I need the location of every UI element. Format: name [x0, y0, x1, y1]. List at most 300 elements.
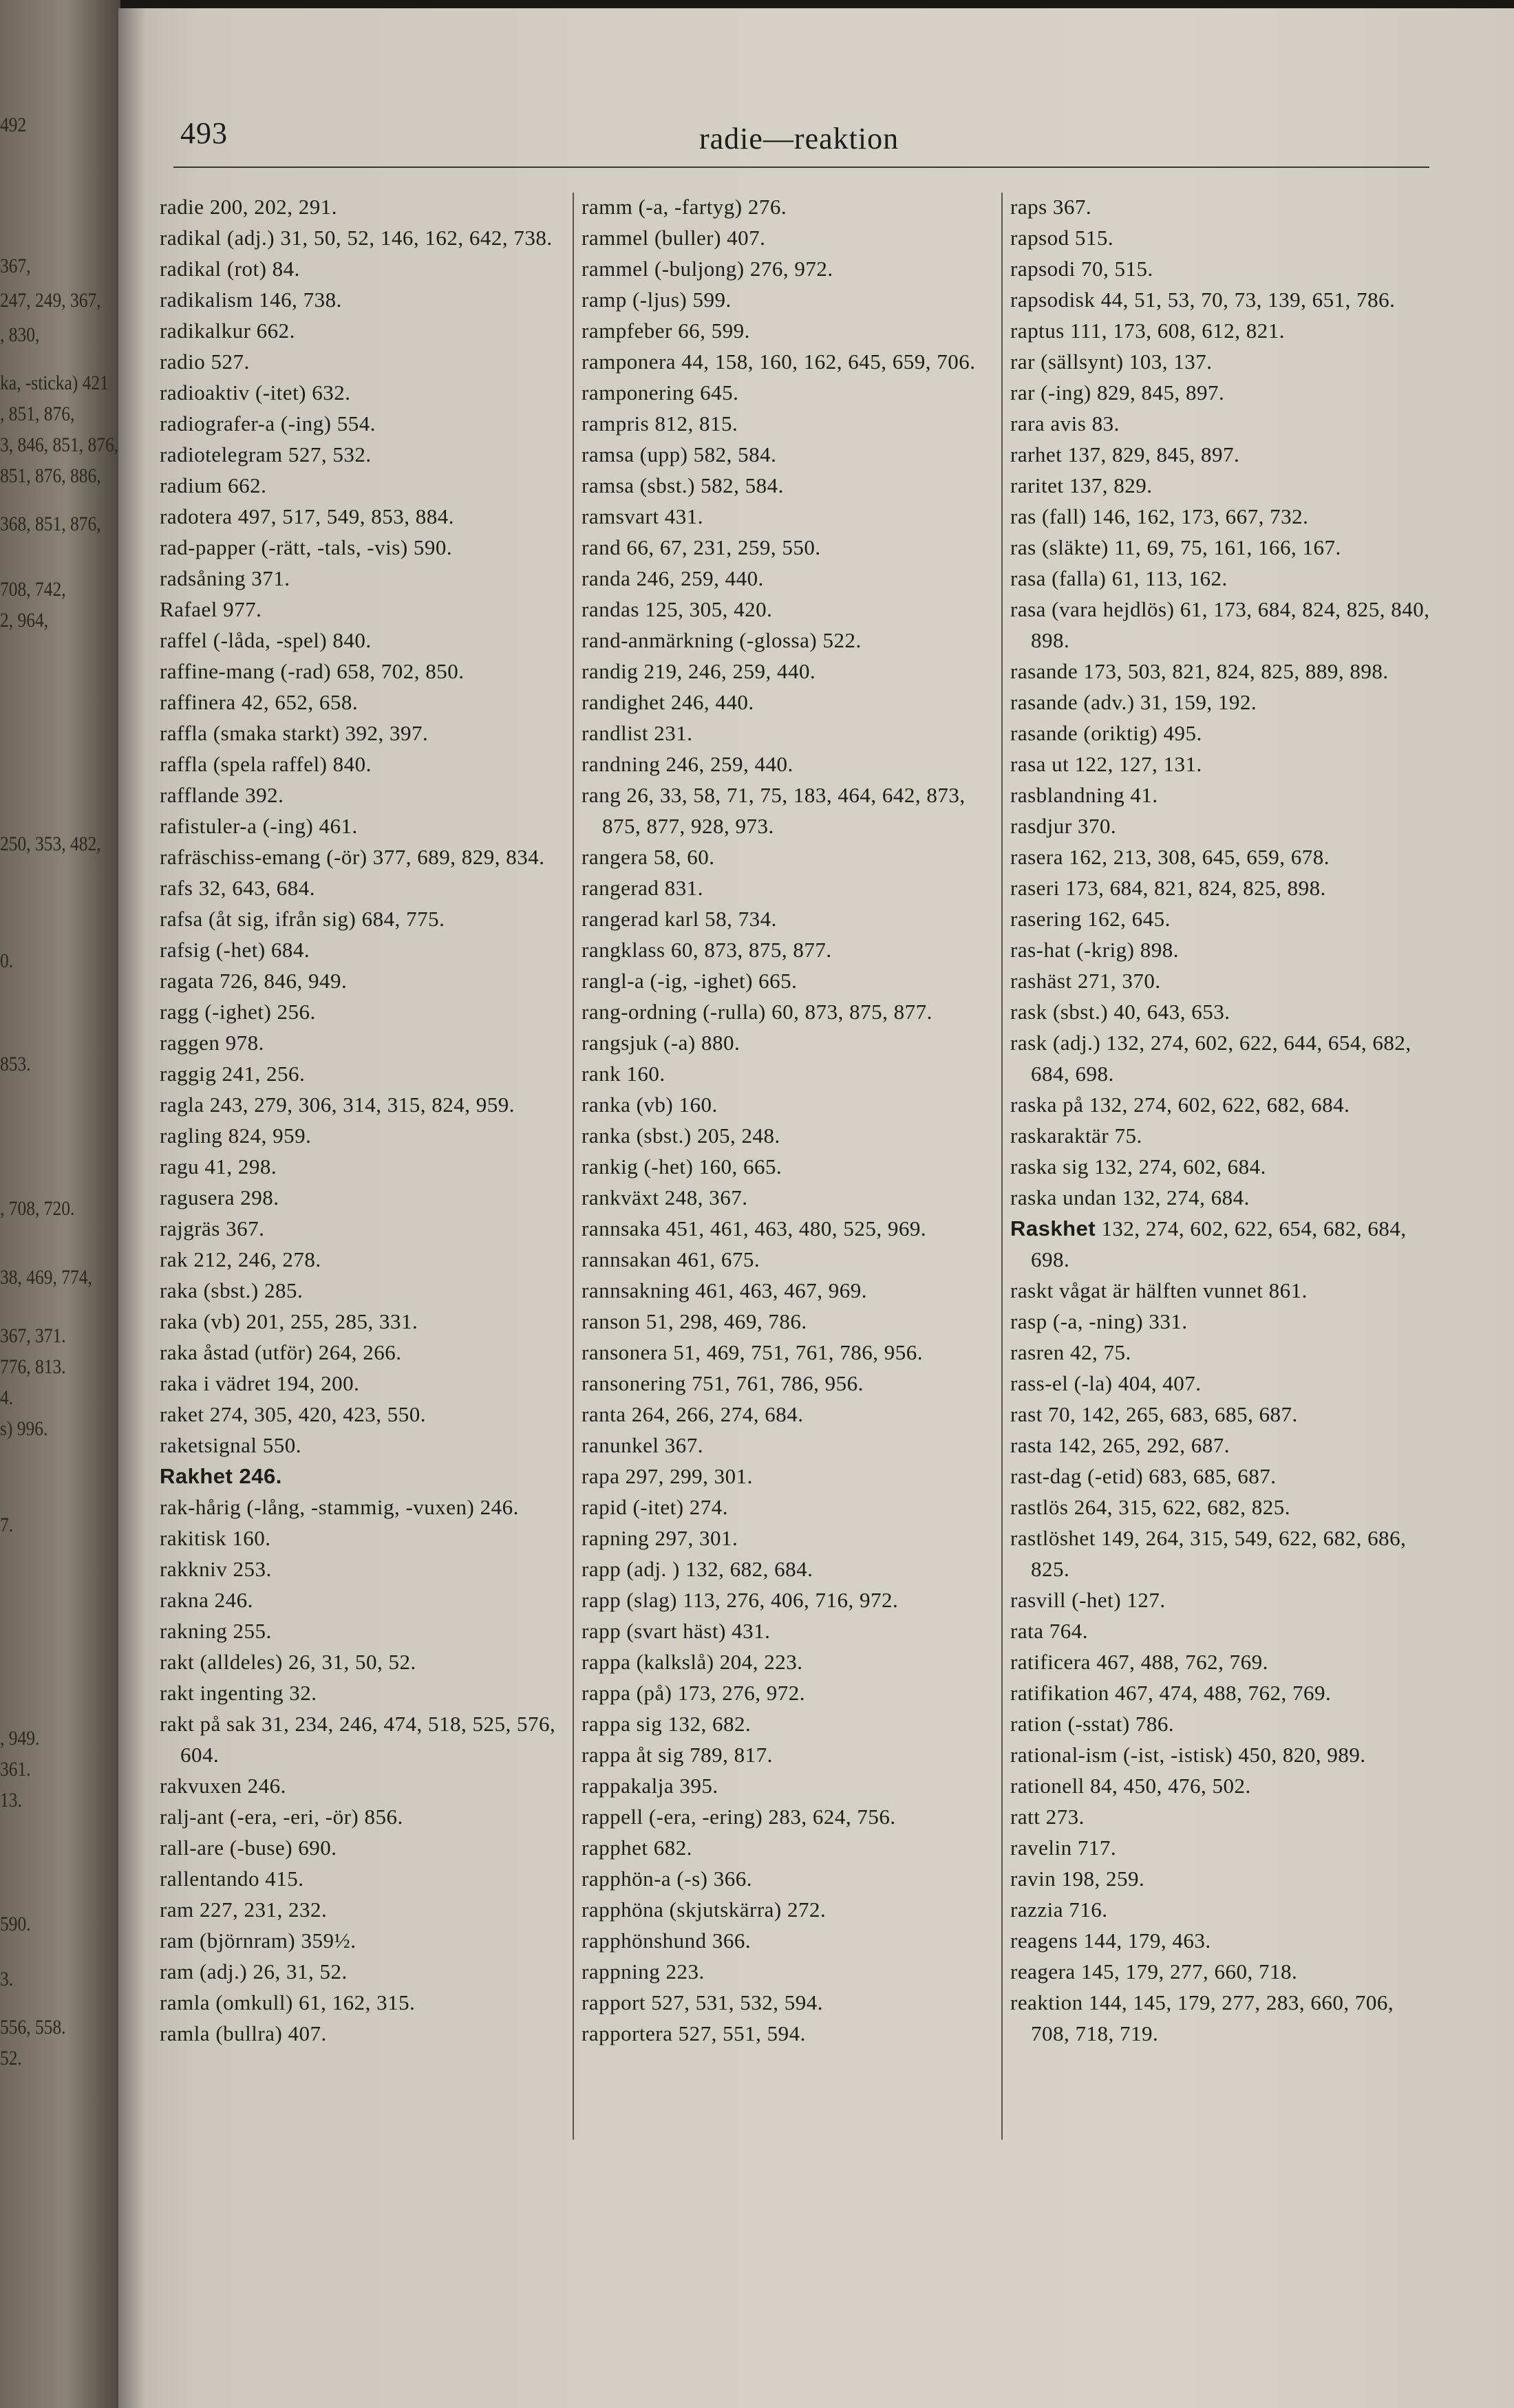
entry-references: 824, 959.: [222, 1124, 312, 1148]
index-entry: [1010, 1306, 1430, 1337]
index-entry: [1010, 1584, 1430, 1615]
entry-word: radotera: [160, 504, 233, 528]
index-entry: [160, 1058, 573, 1089]
entry-references: 83.: [1086, 411, 1120, 436]
index-entry: [1010, 1894, 1430, 1925]
index-entry: [1010, 408, 1430, 439]
entry-references: 246, 259, 440.: [630, 566, 764, 590]
entry-word: rasp: [1010, 1309, 1047, 1333]
index-entry: [160, 1894, 573, 1925]
entry-references: 44, 158, 160, 162, 645, 659, 706.: [676, 350, 976, 374]
index-entry: [160, 1337, 573, 1368]
entry-word: ramponering: [582, 380, 694, 405]
index-entry: [160, 625, 573, 656]
entry-word: raka i vädret: [160, 1371, 271, 1395]
entry-references: 246, 259, 440.: [660, 752, 793, 776]
entry-word: raket: [160, 1402, 204, 1426]
index-entry: [1010, 1708, 1430, 1739]
entry-references: 44, 51, 53, 70, 73, 139, 651, 786.: [1095, 288, 1396, 312]
index-entry: [1010, 1089, 1430, 1120]
index-entry: [582, 1554, 1005, 1584]
entry-references: (-ing) 461.: [257, 814, 358, 838]
previous-page-fragment: 776, 813.: [0, 1355, 66, 1378]
entry-references: (-era, -ering) 283, 624, 756.: [643, 1805, 896, 1829]
entry-word: ranta: [582, 1402, 626, 1426]
entry-references: 645.: [694, 380, 739, 405]
entry-word: rampfeber: [582, 319, 672, 343]
entry-references: 716.: [1063, 1898, 1108, 1922]
index-entry: [1010, 1430, 1430, 1461]
index-entry: [582, 346, 1005, 377]
previous-page-fragment: 0.: [0, 949, 14, 972]
index-entry: [582, 191, 1005, 222]
index-entry: [160, 1832, 573, 1863]
entry-word: rapport: [582, 1990, 646, 2014]
entry-word: raggig: [160, 1062, 217, 1086]
gutter-shadow: [118, 8, 146, 2408]
entry-word: rastlöshet: [1010, 1526, 1096, 1550]
entry-word: rapsodi: [1010, 257, 1076, 281]
entry-word: rappa: [582, 1681, 631, 1705]
index-entry: [1010, 1182, 1430, 1213]
index-entry: [1010, 1801, 1430, 1832]
entry-references: (-la) 404, 407.: [1068, 1371, 1202, 1395]
index-entry: [582, 532, 1005, 563]
entry-word: raritet: [1010, 473, 1064, 497]
entry-references: 253.: [227, 1557, 272, 1581]
entry-word: ramsvart: [582, 504, 659, 528]
entry-word: rak-hårig: [160, 1495, 242, 1519]
index-entry: [160, 749, 573, 780]
entry-word: rastlös: [1010, 1495, 1069, 1519]
entry-references: 51, 469, 751, 761, 786, 956.: [668, 1340, 923, 1364]
entry-references: 366.: [706, 1928, 751, 1953]
entry-references: 497, 517, 549, 853, 884.: [232, 504, 455, 528]
entry-references: 977.: [217, 597, 262, 621]
entry-references: 243, 279, 306, 314, 315, 824, 959.: [204, 1093, 515, 1117]
previous-page-fragment: 250, 353, 482,: [0, 832, 101, 855]
entry-word: ragata: [160, 969, 214, 993]
entry-references: 200, 202, 291.: [204, 195, 337, 219]
entry-word: rannsakan: [582, 1247, 672, 1271]
entry-word: rappa åt sig: [582, 1743, 684, 1767]
entry-references: 144, 145, 179, 277, 283, 660, 706, 708, 718, 719.: [1031, 1990, 1394, 2045]
index-entry: [1010, 810, 1430, 841]
entry-references: 212, 246, 278.: [188, 1247, 321, 1271]
entry-references: 527, 551, 594.: [672, 2021, 806, 2045]
entry-word: radio: [160, 350, 206, 374]
entry-references: 162, 213, 308, 645, 659, 678.: [1063, 845, 1330, 869]
entry-references: 145, 179, 277, 660, 718.: [1075, 1959, 1298, 1984]
entry-references: (kalkslå) 204, 223.: [630, 1650, 803, 1674]
previous-page-fragment: 367,: [0, 255, 31, 277]
previous-page-fragment: 38, 469, 774,: [0, 1266, 92, 1289]
entry-word: radioaktiv: [160, 380, 250, 405]
entry-word: ranka: [582, 1093, 631, 1117]
entry-references: (-s) 366.: [671, 1867, 752, 1891]
entry-references: 32.: [284, 1681, 317, 1705]
entry-references: 246.: [242, 1774, 286, 1798]
entry-references: 246.: [209, 1588, 253, 1612]
previous-page-fragment: , 851, 876,: [0, 402, 75, 425]
index-entry: [582, 1089, 1005, 1120]
entry-references: 241, 256.: [216, 1062, 306, 1086]
entry-references: 198, 259.: [1056, 1867, 1145, 1891]
index-entry: [1010, 563, 1430, 594]
entry-word: rasera: [1010, 845, 1063, 869]
index-entry: [160, 501, 573, 532]
index-entry: [160, 315, 573, 346]
entry-word: rampris: [582, 411, 650, 436]
index-entry: [160, 1275, 573, 1306]
index-entry: [160, 377, 573, 408]
entry-references: (vb) 201, 255, 285, 331.: [198, 1309, 418, 1333]
entry-references: 132, 274, 602, 622, 682, 684.: [1083, 1093, 1350, 1117]
index-entry: [160, 1708, 573, 1770]
entry-references: (utför) 264, 266.: [248, 1340, 402, 1364]
entry-word: ranson: [582, 1309, 641, 1333]
index-entry: [160, 1584, 573, 1615]
entry-word: ramla: [160, 1990, 211, 2014]
entry-word: rasa: [1010, 597, 1046, 621]
entry-references: 370.: [1071, 814, 1117, 838]
entry-references: 246, 440.: [665, 690, 754, 714]
entry-references: 32, 643, 684.: [193, 876, 315, 900]
entry-word: ramm: [582, 195, 633, 219]
index-entry: [160, 1399, 573, 1430]
entry-word: rasta: [1010, 1433, 1053, 1457]
entry-references: (-itet) 632.: [249, 380, 351, 405]
entry-word: raffine-mang: [160, 659, 275, 683]
index-entry: [160, 841, 573, 872]
entry-references: (smaka starkt) 392, 397.: [207, 721, 429, 745]
index-entry: [160, 1615, 573, 1646]
entry-word: ravin: [1010, 1867, 1056, 1891]
index-entry: [582, 1120, 1005, 1151]
entry-references: (omkull) 61, 162, 315.: [210, 1990, 416, 2014]
entry-word: raggen: [160, 1031, 220, 1055]
index-entry: [1010, 1739, 1430, 1770]
entry-word: rationell: [1010, 1774, 1085, 1798]
index-entry: [582, 1151, 1005, 1182]
index-entry: [160, 1554, 573, 1584]
index-entry: [582, 439, 1005, 470]
entry-word: rakna: [160, 1588, 209, 1612]
entry-references: (-a, -fartyg) 276.: [632, 195, 787, 219]
index-entry: [1010, 687, 1430, 718]
entry-references: (-a, -ning) 331.: [1047, 1309, 1188, 1333]
entry-references: (-itet) 274.: [627, 1495, 729, 1519]
index-entry: [160, 408, 573, 439]
entry-references: 812, 815.: [649, 411, 738, 436]
entry-references: 550.: [257, 1433, 302, 1457]
previous-page-fragment: 361.: [0, 1758, 31, 1781]
entry-word: raseri: [1010, 876, 1060, 900]
entry-references: 223.: [660, 1959, 705, 1984]
entry-references: (adj. ) 132, 682, 684.: [621, 1557, 813, 1581]
index-entry: [160, 532, 573, 563]
index-entry: [1010, 377, 1430, 408]
entry-word: rar: [1010, 350, 1035, 374]
entry-references: 111, 173, 608, 612, 821.: [1064, 319, 1285, 343]
index-column-3: [1010, 191, 1430, 2049]
entry-word: radiotelegram: [160, 442, 283, 466]
entry-references: (-era, -eri, -ör) 856.: [224, 1805, 403, 1829]
entry-word: randas: [582, 597, 639, 621]
entry-word: randlist: [582, 721, 648, 745]
index-entry: [582, 1739, 1005, 1770]
index-entry: [1010, 1213, 1430, 1275]
index-entry: [1010, 1461, 1430, 1492]
previous-page-fragment: 851, 876, 886,: [0, 464, 101, 487]
index-entry: [1010, 315, 1430, 346]
entry-references: 142, 265, 292, 687.: [1052, 1433, 1230, 1457]
previous-page-fragment: 247, 249, 367,: [0, 289, 101, 312]
entry-references: (-het) 160, 665.: [638, 1154, 782, 1179]
entry-references: 297, 301.: [649, 1526, 738, 1550]
index-entry: [582, 1461, 1005, 1492]
previous-page-fragment: ka, -sticka) 421: [0, 372, 109, 394]
entry-word: rask: [1010, 1031, 1047, 1055]
index-entry: [160, 1863, 573, 1894]
entry-references: (adj.) 132, 274, 602, 622, 644, 654, 682, 684, 698.: [1031, 1031, 1411, 1086]
entry-word: rasande: [1010, 721, 1078, 745]
entry-references: (-lång, -stammig, -vuxen) 246.: [241, 1495, 519, 1519]
index-entry: [160, 780, 573, 810]
index-entry: [582, 656, 1005, 687]
index-entry: [582, 1615, 1005, 1646]
entry-references: (-a) 880.: [657, 1031, 740, 1055]
header-rule: [173, 166, 1429, 168]
index-entry: [582, 1368, 1005, 1399]
entry-word: raka: [160, 1278, 198, 1302]
index-entry: [160, 687, 573, 718]
index-entry: [160, 346, 573, 377]
entry-word: rakt: [160, 1650, 195, 1674]
entry-word: rasa: [1010, 566, 1046, 590]
entry-references: (alldeles) 26, 31, 50, 52.: [194, 1650, 416, 1674]
entry-word: ramsa: [582, 442, 635, 466]
entry-references: 789, 817.: [683, 1743, 773, 1767]
entry-word: rang: [582, 783, 621, 807]
entry-references: 58, 734.: [699, 907, 777, 931]
index-entry: [160, 1306, 573, 1337]
entry-references: (skjutskärra) 272.: [663, 1898, 827, 1922]
entry-word: radikalkur: [160, 319, 251, 343]
entry-references: 42, 652, 658.: [235, 690, 359, 714]
entry-references: 137, 829, 845, 897.: [1062, 442, 1240, 466]
entry-references: (upp) 582, 584.: [634, 442, 777, 466]
entry-references: 84, 450, 476, 502.: [1084, 1774, 1251, 1798]
entry-word: rakt på sak: [160, 1712, 256, 1736]
index-entry: [582, 594, 1005, 625]
entry-references: 662.: [222, 473, 267, 497]
entry-references: 227, 231, 232.: [193, 1898, 328, 1922]
entry-references: (-het) 127.: [1066, 1588, 1166, 1612]
entry-references: (björnram) 359½.: [193, 1928, 356, 1953]
entry-references: (vb) 160.: [630, 1093, 718, 1117]
entry-word: rapphöna: [582, 1898, 664, 1922]
index-entry: [1010, 1832, 1430, 1863]
index-entry: [1010, 1399, 1430, 1430]
entry-references: 831.: [659, 876, 703, 900]
entry-word: rata: [1010, 1619, 1044, 1643]
entry-references: (på) 173, 276, 972.: [630, 1681, 805, 1705]
entry-word: rankig: [582, 1154, 639, 1179]
entry-word: rajgräs: [160, 1216, 220, 1240]
index-entry: [160, 1430, 573, 1461]
entry-word: rammel: [582, 257, 649, 281]
previous-page-fragment: , 830,: [0, 323, 40, 346]
entry-word: rad-papper: [160, 535, 256, 559]
index-entry: [1010, 996, 1430, 1027]
entry-word: rannsakning: [582, 1278, 690, 1302]
entry-word: rara avis: [1010, 411, 1087, 436]
index-entry: [1010, 934, 1430, 965]
index-entry: [582, 501, 1005, 532]
entry-references: 162, 645.: [1081, 907, 1171, 931]
index-entry: [1010, 594, 1430, 656]
index-entry: [1010, 1956, 1430, 1987]
entry-references: (bullra) 407.: [210, 2021, 327, 2045]
entry-references: 726, 846, 949.: [213, 969, 348, 993]
entry-word: raps: [1010, 195, 1047, 219]
index-entry: [582, 222, 1005, 253]
entry-references: (vara hejdlös) 61, 173, 684, 824, 825, 840, 898.: [1031, 597, 1430, 652]
index-entry: [160, 470, 573, 501]
entry-word: rapsod: [1010, 226, 1069, 250]
entry-references: (-ljus) 599.: [626, 288, 732, 312]
index-entry: [582, 563, 1005, 594]
entry-references: (-ist, -istisk) 450, 820, 989.: [1117, 1743, 1366, 1767]
index-entry: [1010, 470, 1430, 501]
entry-word: ranka: [582, 1124, 631, 1148]
entry-word: rational-ism: [1010, 1743, 1118, 1767]
entry-word: rammel: [582, 226, 649, 250]
entry-word: rass-el: [1010, 1371, 1069, 1395]
entry-word: randa: [582, 566, 631, 590]
entry-word: raffel: [160, 628, 208, 652]
index-entry: [160, 1213, 573, 1244]
index-entry: [1010, 284, 1430, 315]
entry-references: (buller) 407.: [648, 226, 766, 250]
index-entry: [582, 1430, 1005, 1461]
entry-word: rangl-a: [582, 969, 645, 993]
entry-word: rangerad karl: [582, 907, 699, 931]
entry-references: (svart häst) 431.: [621, 1619, 771, 1643]
entry-references: (sbst.) 285.: [198, 1278, 303, 1302]
entry-word: reaktion: [1010, 1990, 1083, 2014]
entry-word: razzia: [1010, 1898, 1063, 1922]
entry-references: (-sstat) 786.: [1062, 1712, 1175, 1736]
index-entry: [582, 996, 1005, 1027]
index-entry: [160, 872, 573, 903]
entry-word: rand-anmärkning: [582, 628, 734, 652]
entry-references: 527, 532.: [282, 442, 372, 466]
previous-page-fragment: 708, 742,: [0, 578, 66, 601]
entry-references: 978.: [220, 1031, 264, 1055]
index-entry: [160, 718, 573, 749]
index-entry: [582, 1801, 1005, 1832]
entry-references: 132, 274, 602, 684.: [1088, 1154, 1266, 1179]
entry-references: 248, 367.: [659, 1185, 748, 1210]
entry-word: rapphet: [582, 1836, 648, 1860]
index-entry: [582, 1399, 1005, 1430]
entry-references: 395.: [674, 1774, 718, 1798]
index-entry: [160, 439, 573, 470]
entry-references: 146, 738.: [253, 288, 342, 312]
entry-references: (släkte) 11, 69, 75, 161, 166, 167.: [1036, 535, 1341, 559]
entry-word: rank: [582, 1062, 621, 1086]
index-entry: [582, 1987, 1005, 2018]
entry-references: 173, 684, 821, 824, 825, 898.: [1059, 876, 1326, 900]
previous-page-fragment: 4.: [0, 1386, 14, 1409]
entry-word: rafflande: [160, 783, 239, 807]
entry-word: randning: [582, 752, 661, 776]
entry-word: radium: [160, 473, 222, 497]
entry-word: radiografer-a: [160, 411, 275, 436]
entry-word: rakvuxen: [160, 1774, 242, 1798]
index-entry: [1010, 191, 1430, 222]
entry-references: 861.: [1263, 1278, 1308, 1302]
entry-references: (-rulla) 60, 873, 875, 877.: [696, 1000, 932, 1024]
entry-word: rakkniv: [160, 1557, 228, 1581]
index-entry: [1010, 718, 1430, 749]
entry-references: (-låda, -spel) 840.: [207, 628, 372, 652]
index-entry: [582, 1770, 1005, 1801]
entry-references: 451, 461, 463, 480, 525, 969.: [660, 1216, 927, 1240]
entry-references: 467, 488, 762, 769.: [1090, 1650, 1268, 1674]
entry-word: rapportera: [582, 2021, 673, 2045]
index-entry: [582, 408, 1005, 439]
entry-word: ramp: [582, 288, 627, 312]
entry-word: raskt vågat är hälften vunnet: [1010, 1278, 1264, 1302]
entry-word: rafsa: [160, 907, 203, 931]
index-entry: [582, 749, 1005, 780]
index-entry: [582, 377, 1005, 408]
index-entry: [160, 1368, 573, 1399]
entry-word: radikalism: [160, 288, 253, 312]
index-entry: [160, 903, 573, 934]
entry-references: 26, 33, 58, 71, 75, 183, 464, 642, 873, 875, 877, 928, 973.: [602, 783, 966, 838]
index-entry: [1010, 1987, 1430, 2049]
index-entry: [582, 470, 1005, 501]
entry-references: 682.: [648, 1836, 692, 1860]
entry-references: 70, 515.: [1075, 257, 1153, 281]
index-entry: [582, 1058, 1005, 1089]
entry-references: 415.: [259, 1867, 304, 1891]
entry-references: 461, 463, 467, 969.: [690, 1278, 868, 1302]
entry-word: rafräschiss-emang: [160, 845, 321, 869]
previous-page-fragment: 367, 371.: [0, 1324, 66, 1347]
index-entry: [582, 284, 1005, 315]
index-entry: [160, 656, 573, 687]
entry-word: radie: [160, 195, 204, 219]
index-entry: [160, 191, 573, 222]
entry-word: randig: [582, 659, 639, 683]
entry-word: raskaraktär: [1010, 1124, 1109, 1148]
entry-references: (-ing) 829, 845, 897.: [1034, 380, 1225, 405]
entry-word: ras-hat: [1010, 938, 1071, 962]
entry-references: 58, 60.: [648, 845, 715, 869]
entry-references: 274, 305, 420, 423, 550.: [204, 1402, 426, 1426]
index-entry: [1010, 1120, 1430, 1151]
entry-word: rasren: [1010, 1340, 1065, 1364]
entry-references: 132, 682.: [662, 1712, 751, 1736]
index-entry: [582, 253, 1005, 284]
index-entry: [1010, 1492, 1430, 1523]
entry-word: ragu: [160, 1154, 200, 1179]
